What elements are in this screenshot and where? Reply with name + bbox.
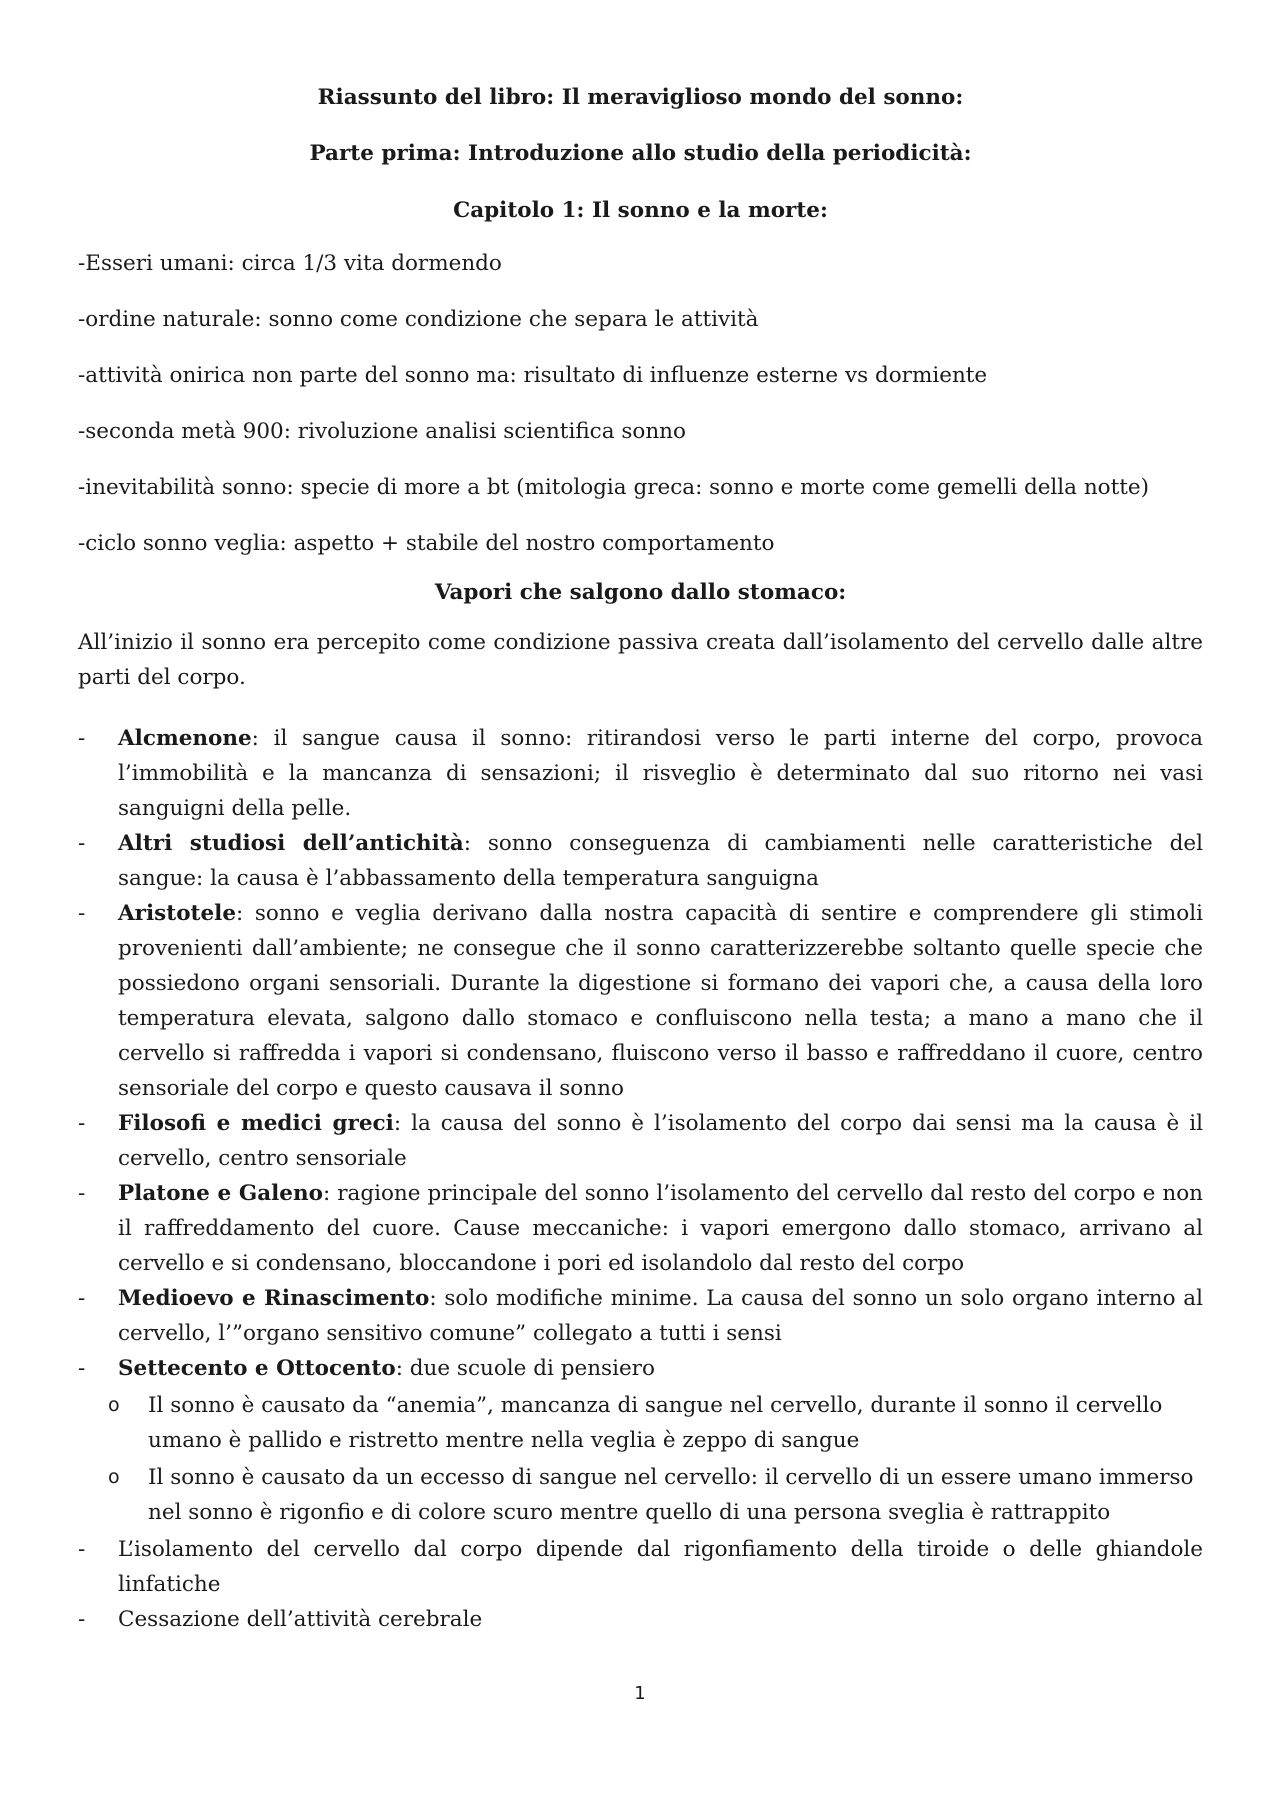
bullet-dash: - <box>78 726 86 751</box>
sub-item-text: Il sonno è causato da “anemia”, mancanza di sangue nel cervello, durante il sonno il cervello umano è pallido e ristretto mentre nella veglia è zeppo di sangue <box>148 1393 1163 1453</box>
bullet-dash: - <box>78 1181 86 1206</box>
list-item <box>78 1106 1203 1176</box>
sub-list <box>78 1388 1203 1530</box>
item-text: : sonno e veglia derivano dalla nostra capacità di sentire e comprendere gli stimoli provenienti dall’ambiente; ne consegue che il sonno caratterizzerebbe soltanto quelle specie che possiedono organi sensoriali. Durante la digestione si formano dei vapori che, a causa della loro temperatura elevata, salgono dallo stomaco e confluiscono nella testa; a mano a mano che il cervello si raffredda i vapori si condensano, fluiscono verso il basso e raffreddano il cuore, centro sensoriale del corpo e questo causava il sonno <box>118 901 1203 1101</box>
list-item <box>78 1602 1203 1637</box>
intro-paragraph: All’inizio il sonno era percepito come condizione passiva creata dall’isolamento del cervello dalle altre parti del corpo. <box>78 630 1203 690</box>
sub-list-item <box>78 1460 1203 1530</box>
circle-bullet-icon: o <box>108 1394 120 1416</box>
item-text: L’isolamento del cervello dal corpo dipende dal rigonfiamento della tiroide o delle ghiandole linfatiche <box>118 1537 1203 1597</box>
item-text: : sonno conseguenza di cambiamenti nelle caratteristiche del sangue: la causa è l’abbassamento della temperatura sanguigna <box>118 831 1203 891</box>
note-line: -Esseri umani: circa 1/3 vita dormendo <box>78 251 502 276</box>
item-text: : due scuole di pensiero <box>395 1356 655 1381</box>
chapter-title: Capitolo 1: Il sonno e la morte: <box>453 198 828 223</box>
bullet-dash: - <box>78 831 86 856</box>
bullet-dash: - <box>78 1356 86 1381</box>
bullet-dash: - <box>78 901 86 926</box>
list-item <box>78 1281 1203 1351</box>
theory-list <box>78 721 1203 1386</box>
list-item <box>78 896 1203 1106</box>
tail-list <box>78 1532 1203 1637</box>
bullet-dash: - <box>78 1286 86 1311</box>
item-text: : solo modifiche minime. La causa del sonno un solo organo interno al cervello, l’”organo sensitivo comune” collegato a tutti i sensi <box>118 1286 1203 1346</box>
list-item <box>78 1351 1203 1386</box>
page-number: 1 <box>634 1683 646 1704</box>
note-line: -ordine naturale: sonno come condizione che separa le attività <box>78 307 759 332</box>
list-item <box>78 1532 1203 1602</box>
note-line: -seconda metà 900: rivoluzione analisi scientifica sonno <box>78 419 686 444</box>
sub-item-text: Il sonno è causato da un eccesso di sangue nel cervello: il cervello di un essere umano immerso nel sonno è rigonfio e di colore scuro mentre quello di una persona sveglia è rattrappito <box>148 1465 1194 1525</box>
item-text: : ragione principale del sonno l’isolamento del cervello dal resto del corpo e non il raffreddamento del cuore. Cause meccaniche: i vapori emergono dallo stomaco, arrivano al cervello e si condensano, bloccandone i pori ed isolandolo dal resto del corpo <box>118 1181 1203 1276</box>
list-item <box>78 826 1203 896</box>
list-item <box>78 721 1203 826</box>
item-term: Altri studiosi dell’antichità <box>118 831 464 856</box>
bullet-dash: - <box>78 1607 86 1632</box>
item-term: Medioevo e Rinascimento <box>118 1286 430 1311</box>
item-text: Cessazione dell’attività cerebrale <box>118 1607 483 1632</box>
document-title: Riassunto del libro: Il meraviglioso mondo del sonno: <box>317 85 964 110</box>
item-text: : la causa del sonno è l’isolamento del corpo dai sensi ma la causa è il cervello, centro sensoriale <box>118 1111 1203 1171</box>
item-term: Alcmenone <box>118 726 252 751</box>
circle-bullet-icon: o <box>108 1466 120 1488</box>
item-term: Settecento e Ottocento <box>118 1356 396 1381</box>
item-term: Platone e Galeno <box>118 1181 323 1206</box>
note-line: -ciclo sonno veglia: aspetto + stabile del nostro comportamento <box>78 531 775 556</box>
sub-list-item <box>78 1388 1203 1458</box>
item-term: Aristotele <box>118 901 237 926</box>
note-line: -attività onirica non parte del sonno ma: risultato di influenze esterne vs dormiente <box>78 363 988 388</box>
note-line: -inevitabilità sonno: specie di more a bt (mitologia greca: sonno e morte come gemelli della notte) <box>78 475 1150 500</box>
part-title: Parte prima: Introduzione allo studio della periodicità: <box>309 141 972 166</box>
section-title: Vapori che salgono dallo stomaco: <box>434 580 847 605</box>
bullet-dash: - <box>78 1111 86 1136</box>
bullet-dash: - <box>78 1537 86 1562</box>
page-content <box>78 80 1203 1637</box>
item-term: Filosofi e medici greci <box>118 1111 394 1136</box>
list-item <box>78 1176 1203 1281</box>
item-text: : il sangue causa il sonno: ritirandosi verso le parti interne del corpo, provoca l’immobilità e la mancanza di sensazioni; il risveglio è determinato dal suo ritorno nei vasi sanguigni della pelle. <box>118 726 1203 821</box>
